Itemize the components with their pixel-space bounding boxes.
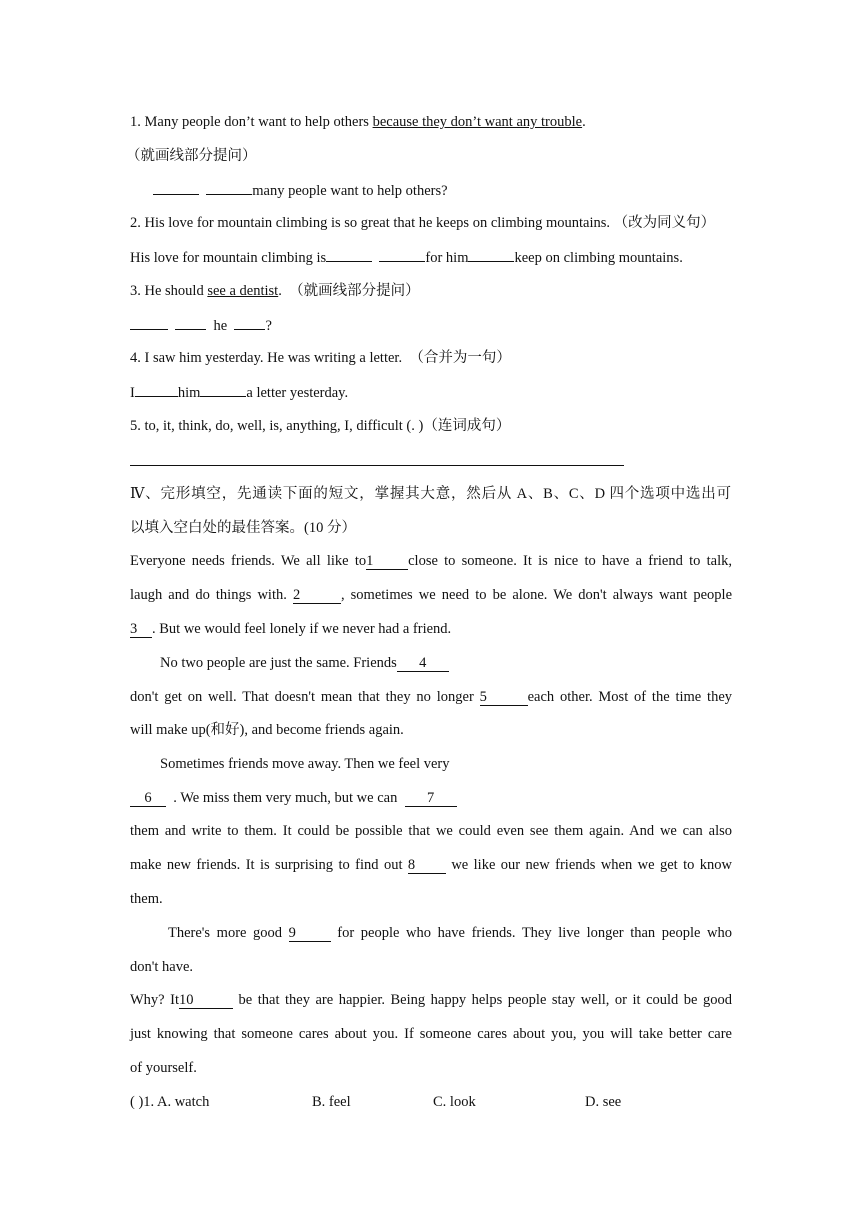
blank-3[interactable]: 3 xyxy=(130,621,152,638)
q4-i: I xyxy=(130,385,135,401)
passage-line xyxy=(130,551,732,571)
passage-text: , sometimes we need to be alone. We don't always want people xyxy=(340,587,733,603)
passage-text: No two people are just the same. Friends xyxy=(160,655,397,671)
passage-line xyxy=(130,585,732,605)
blank-2[interactable]: 2 xyxy=(293,587,341,604)
passage-line xyxy=(130,687,732,707)
q2-part1: His love for mountain climbing is xyxy=(130,250,327,266)
answer-blank[interactable] xyxy=(234,315,265,330)
q1-underlined: because they don’t want any trouble xyxy=(372,114,583,130)
blank-4[interactable]: 4 xyxy=(397,655,449,672)
blank-1[interactable]: 1 xyxy=(366,553,408,570)
q4-sentence: 4. I saw him yesterday. He was writing a letter. xyxy=(130,350,403,366)
q5-instruction: （连词成句） xyxy=(423,418,511,434)
choice-1-b[interactable]: B. feel xyxy=(312,1094,351,1110)
q3-suffix: . xyxy=(278,283,282,299)
answer-blank[interactable] xyxy=(200,382,246,397)
question-5 xyxy=(130,416,735,436)
passage-line xyxy=(130,855,732,875)
answer-blank[interactable] xyxy=(135,382,178,397)
q2-part2: for him xyxy=(425,250,469,266)
passage-text: for people who have friends. They live longer than people who xyxy=(337,925,733,941)
q5-sentence: 5. to, it, think, do, well, is, anything, I, difficult (. ) xyxy=(130,418,424,434)
answer-blank[interactable] xyxy=(153,180,199,195)
q2-answer-line xyxy=(130,247,735,268)
section-4-heading-line1: Ⅳ、完形填空，先通读下面的短文，掌握其大意，然后从 A、B、C、D 四个选项中选出可 xyxy=(130,486,731,502)
passage-text: . We miss them very much, but we can xyxy=(173,790,398,806)
passage-text: . But we would feel lonely if we never had a friend. xyxy=(152,621,452,637)
section-4-heading-line2: 以填入空白处的最佳答案。(10 分） xyxy=(130,520,356,536)
answer-blank[interactable] xyxy=(175,315,206,330)
blank-9[interactable]: 9 xyxy=(289,925,331,942)
passage-text: be that they are happier. Being happy helps people stay well, or it could be good xyxy=(238,992,733,1008)
passage-line: will make up(和好), and become friends again. xyxy=(130,722,404,738)
q3-end: ? xyxy=(265,318,272,334)
passage-text: make new friends. It is surprising to find out xyxy=(130,857,403,873)
passage-line xyxy=(160,653,765,673)
passage-line: them and write to them. It could be possible that we could even see them again. And we can also xyxy=(130,823,732,839)
blank-10[interactable]: 10 xyxy=(179,992,233,1009)
choice-1-label[interactable]: ( )1. A. watch xyxy=(130,1094,210,1110)
passage-line xyxy=(130,990,732,1010)
passage-text: laugh and do things with. xyxy=(130,587,287,603)
answer-blank[interactable] xyxy=(326,247,372,262)
passage-text: There's more good xyxy=(168,925,283,941)
passage-text: close to someone. It is nice to have a friend to talk, xyxy=(408,553,732,569)
q1-instruction: （就画线部分提问） xyxy=(126,148,257,164)
passage-line: don't have. xyxy=(130,959,194,975)
blank-6[interactable]: 6 xyxy=(130,790,166,807)
q2-sentence: 2. His love for mountain climbing is so great that he keeps on climbing mountains. xyxy=(130,215,611,231)
passage-line xyxy=(130,619,735,639)
q4-instruction: （合并为一句） xyxy=(409,350,511,366)
passage-line xyxy=(130,788,735,808)
blank-8[interactable]: 8 xyxy=(408,857,446,874)
passage-line xyxy=(168,923,732,943)
passage-text: don't get on well. That doesn't mean that they no longer xyxy=(130,689,474,705)
q1-prefix: 1. Many people don’t want to help others xyxy=(130,114,373,130)
question-4 xyxy=(130,348,735,368)
q4-end: a letter yesterday. xyxy=(246,385,349,401)
q3-answer-line xyxy=(130,315,735,336)
choice-1-d[interactable]: D. see xyxy=(585,1094,622,1110)
passage-line: of yourself. xyxy=(130,1060,197,1076)
question-3 xyxy=(130,281,735,301)
q1-suffix: . xyxy=(582,114,586,130)
answer-blank[interactable] xyxy=(379,247,425,262)
answer-blank[interactable] xyxy=(130,315,168,330)
q2-instruction: （改为同义句） xyxy=(613,215,716,231)
q3-underlined: see a dentist xyxy=(207,283,279,299)
passage-line: Sometimes friends move away. Then we feel very xyxy=(160,756,450,772)
q3-instruction: （就画线部分提问） xyxy=(289,283,420,299)
answer-blank[interactable] xyxy=(468,247,514,262)
q2-part3: keep on climbing mountains. xyxy=(514,250,683,266)
q3-prefix: 3. He should xyxy=(130,283,208,299)
question-1 xyxy=(130,112,735,132)
question-2 xyxy=(130,213,745,233)
passage-text: we like our new friends when we get to know xyxy=(451,857,733,873)
passage-text: each other. Most of the time they xyxy=(527,689,733,705)
q5-answer-rule[interactable] xyxy=(130,465,624,466)
blank-5[interactable]: 5 xyxy=(480,689,528,706)
passage-line: just knowing that someone cares about you. If someone cares about you, you will take better care xyxy=(130,1026,732,1042)
q4-answer-line xyxy=(130,382,735,403)
passage-line: them. xyxy=(130,891,163,907)
q3-he: he xyxy=(213,318,228,334)
passage-text: Why? It xyxy=(130,992,179,1008)
passage-text: Everyone needs friends. We all like to xyxy=(130,553,367,569)
q1-answer-line xyxy=(153,180,758,201)
answer-blank[interactable] xyxy=(206,180,252,195)
choice-1-c[interactable]: C. look xyxy=(433,1094,476,1110)
blank-7[interactable]: 7 xyxy=(405,790,457,807)
q1-answer-text: many people want to help others? xyxy=(252,183,448,199)
q4-him: him xyxy=(177,385,201,401)
